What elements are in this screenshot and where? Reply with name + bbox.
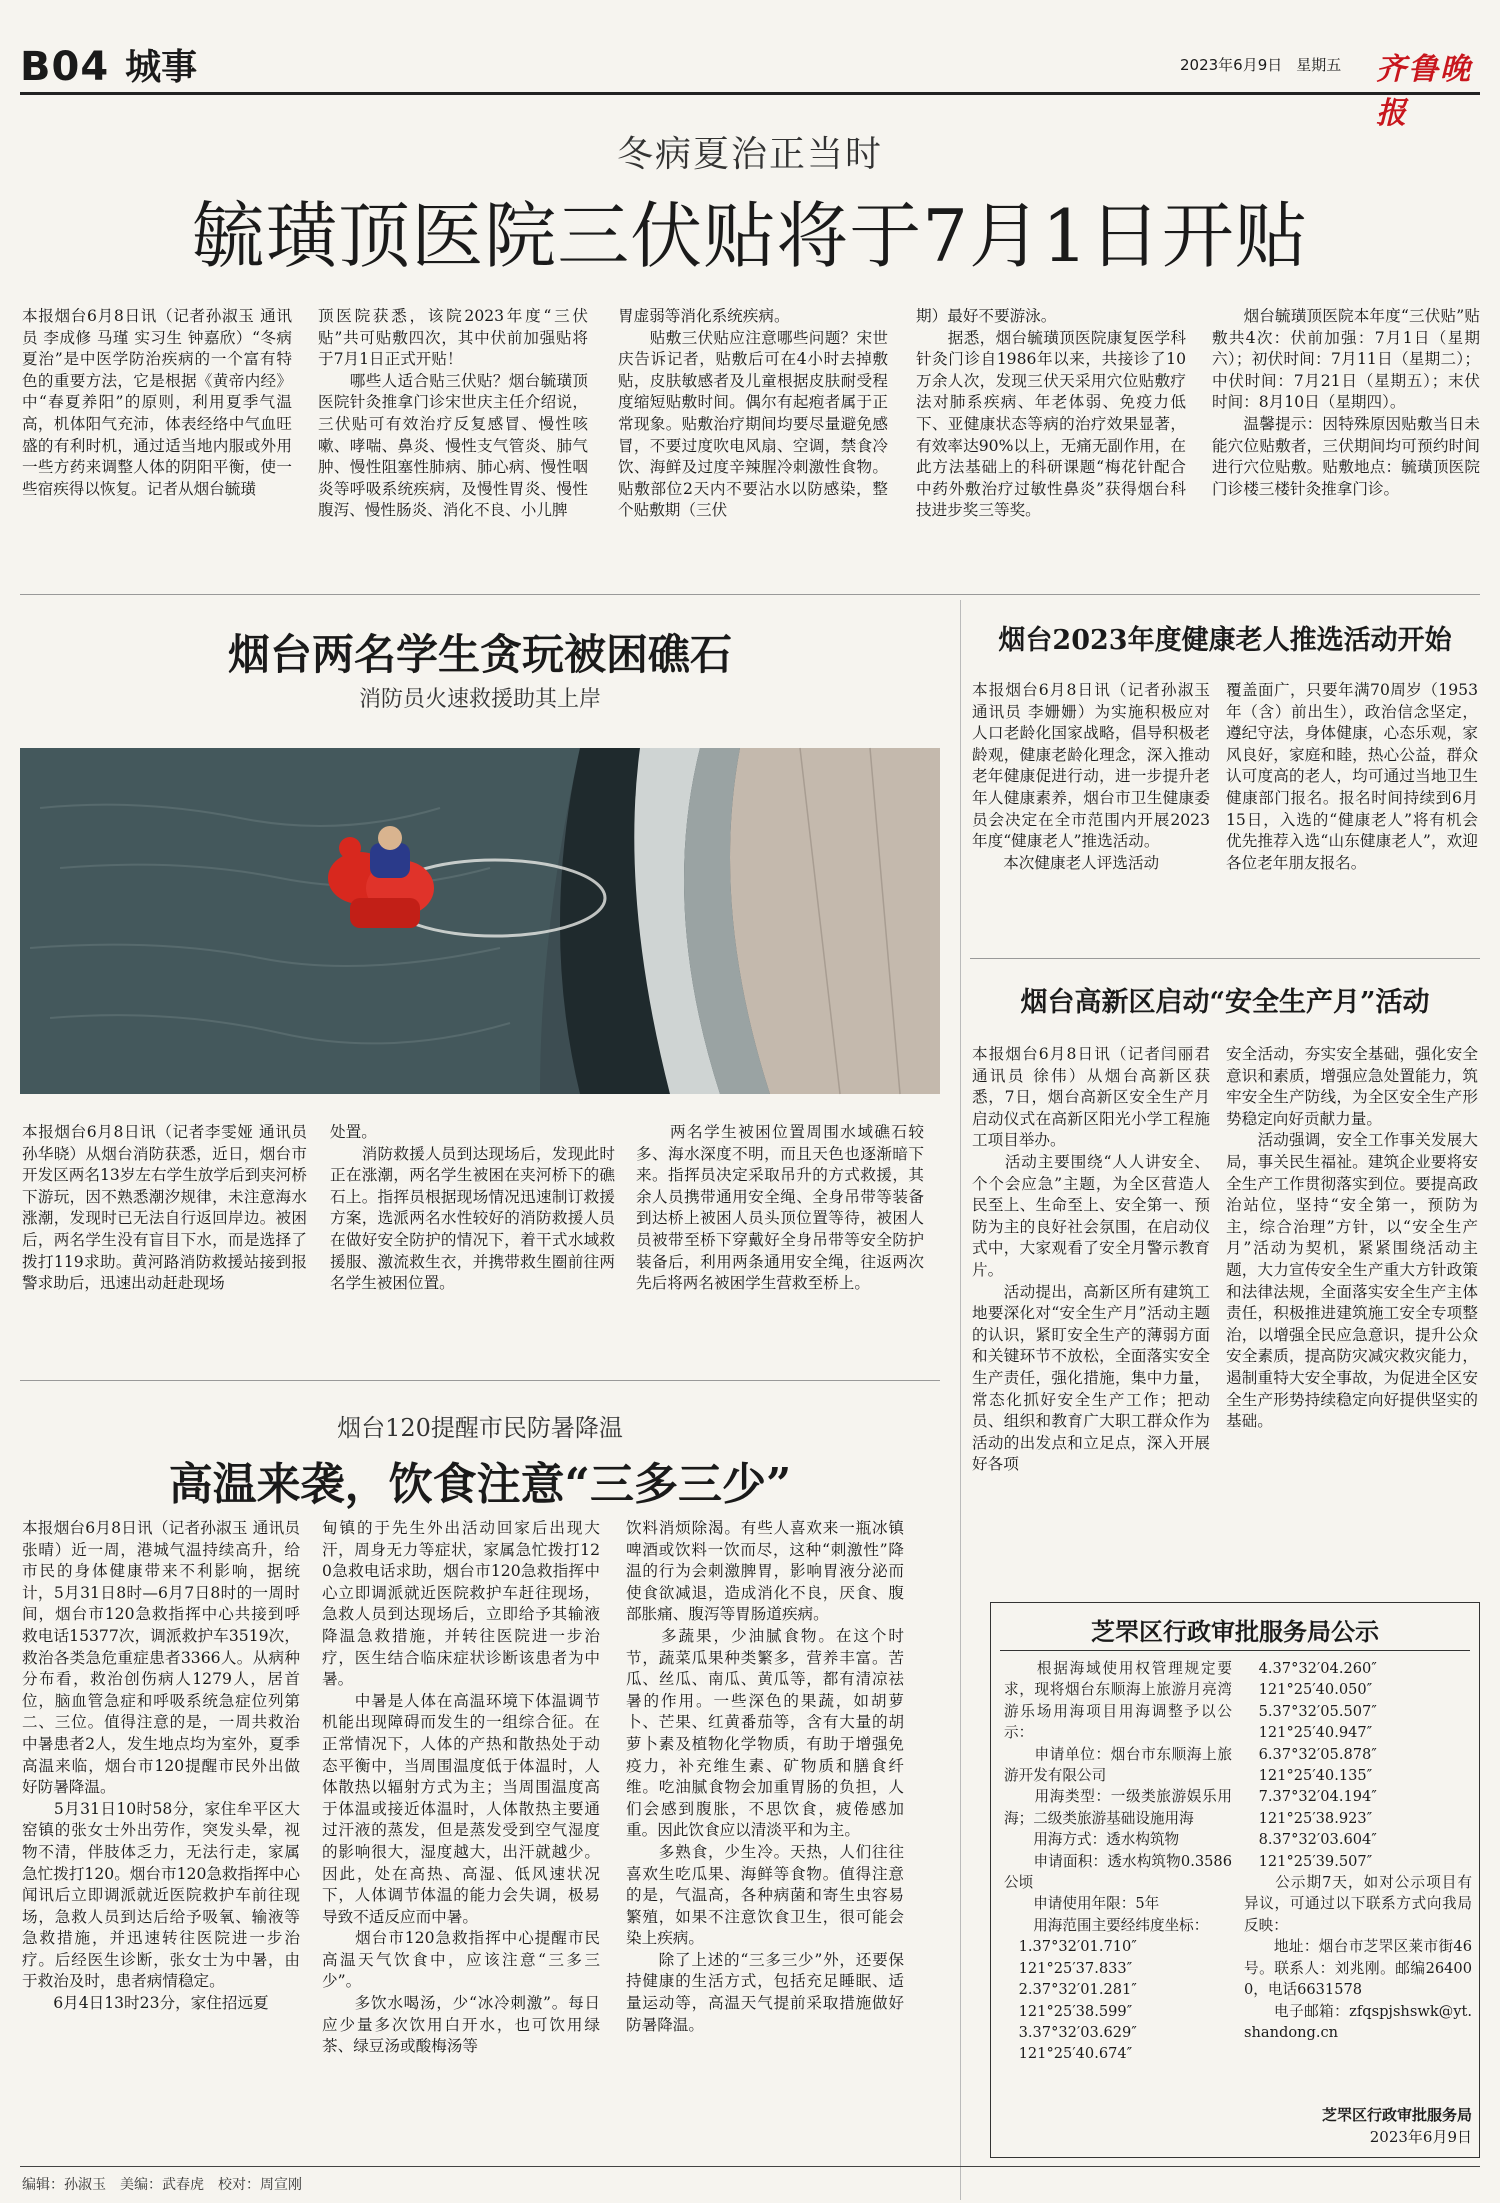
a3-divider (970, 958, 1480, 959)
page-number: B04 (20, 44, 110, 90)
notice-date: 2023年6月9日 (1369, 2128, 1472, 2146)
a5-col3: 饮料消烦除渴。有些人喜欢来一瓶冰镇啤酒或饮料一饮而尽，这种“刺激性”降温的行为会刺激脾胃，影响胃液分泌而使食欲减退，造成消化不良，厌食、腹部胀痛、腹泻等胃肠道疾病。 多蔬果，少油腻食物。在这个时节，蔬菜瓜果种类繁多，营养丰富。苦瓜、丝瓜、南瓜、黄瓜等，都有清凉祛暑的作用。一些深色的果蔬，如胡萝卜、芒果、红黄番茄等，含有大量的胡萝卜素及植物化学物质，有助于增强免疫力，补充维生素、矿物质和膳食纤维。吃油腻食物会加重胃肠的负担，人们会感到腹胀，不思饮食，疲倦感加重。因此饮食应以清淡平和为主。 多熟食，少生冷。天热，人们往往喜欢生吃瓜果、海鲜等食物。值得注意的是，气温高，各种病菌和寄生虫容易繁殖，如果不注意饮食卫生，很可能会染上疾病。 除了上述的“三多三少”外，还要保持健康的生活方式，包括充足睡眠、适量运动等，高温天气提前采取措施做好防暑降温。 (626, 1519, 904, 2034)
a4-col2: 安全活动，夯实安全基础，强化安全意识和素质，增强应急处置能力，筑牢安全生产防线，为全区安全生产形势稳定向好贡献力量。 活动强调，安全工作事关发展大局，事关民生福祉。建筑企业要将安全生产工作贯彻落实到位。要提高政治站位，坚持“安全第一，预防为主，综合治理”方针，以“安全生产月”活动为契机，紧紧围绕活动主题，大力宣传安全生产重大方针政策和法律法规，全面落实安全生产主体责任，积极推进建筑施工安全专项整治，以增强全民应急意识，提升公众安全素质，提高防灾减灾救灾能力，遏制重特大安全事故，为促进全区安全生产形势持续稳定向好提供坚实的基础。 (1226, 1045, 1478, 1431)
a1-kicker: 冬病夏治正当时 (616, 134, 883, 175)
a5-kicker: 烟台120提醒市民防暑降温 (337, 1414, 623, 1442)
a4-col1: 本报烟台6月8日讯（记者闫丽君 通讯员 徐伟）从烟台高新区获悉，7日，烟台高新区安全生产月启动仪式在高新区阳光小学工程施工项目举办。 活动主要围绕“人人讲安全、个个会应急”主题，为全区营造人民至上、生命至上、安全第一、预防为主的良好社会氛围，在启动仪式中，大家观看了安全月警示教育片。 活动提出，高新区所有建筑工地要深化对“安全生产月”活动主题的认识，紧盯安全生产的薄弱方面和关键环节不放松，全面落实安全生产责任，强化措施，集中力量，常态化抓好安全生产工作；把动员、组织和教育广大职工群众作为活动的出发点和立足点，深入开展好各项 (972, 1045, 1210, 1474)
a5-col2: 甸镇的于先生外出活动回家后出现大汗，周身无力等症状，家属急忙拨打120急救电话求助，烟台市120急救指挥中心立即调派就近医院救护车赶往现场，急救人员到达现场后，立即给予其输液降温急救措施，并转往医院进一步治疗，医生结合临床症状诊断该患者为中暑。 中暑是人体在高温环境下体温调节机能出现障碍而发生的一组综合征。在正常情况下，人体的产热和散热处于动态平衡中，当周围温度低于体温时，人体散热以辐射方式为主；当周围温度高于体温或接近体温时，人体散热主要通过汗液的蒸发，但是蒸发受到空气湿度的影响很大，湿度越大，出汗就越少。因此，处在高热、高湿、低风速状况下，人体调节体温的能力会失调，极易导致不适反应而中暑。 烟台市120急救指挥中心提醒市民高温天气饮食中，应该注意“三多三少”。 多饮水喝汤，少“冰冷刺激”。每日应少量多次饮用白开水，也可饮用绿茶、绿豆汤或酸梅汤等 (322, 1519, 600, 2056)
a1-col4: 期）最好不要游泳。 据悉，烟台毓璜顶医院康复医学科针灸门诊自1986年以来，共接诊了10万余人次，发现三伏天采用穴位贴敷疗法对肺系疾病、年老体弱、免疫力低下、亚健康状态等病的治疗效果显著，有效率达90%以上，无痛无副作用，在此方法基础上的科研课题“梅花针配合中药外敷治疗过敏性鼻炎”获得烟台科技进步奖三等奖。 (916, 307, 1186, 520)
a1-divider (20, 594, 1480, 595)
footer-credits: 编辑：孙淑玉 美编：武春虎 校对：周宣刚 (22, 2177, 302, 2193)
page-header-left (20, 40, 197, 90)
a3-headline: 烟台2023年度健康老人推选活动开始 (998, 625, 1452, 656)
masthead-logo: 齐鲁晚报 (1376, 52, 1472, 131)
a1-headline: 毓璜顶医院三伏贴将于7月1日开贴 (192, 194, 1308, 278)
a3-col2: 覆盖面广，只要年满70周岁（1953年（含）前出生），政治信念坚定，遵纪守法，身体健康，心态乐观，家风良好，家庭和睦，热心公益，群众认可度高的老人，均可通过当地卫生健康部门报名。报名时间持续到6月15日，入选的“健康老人”将有机会优先推荐入选“山东健康老人”，欢迎各位老年朋友报名。 (1226, 681, 1478, 872)
header-rule (20, 92, 1480, 95)
a1-col2: 顶医院获悉，该院2023年度“三伏贴”共可贴敷四次，其中伏前加强贴将于7月1日正式开贴！ 哪些人适合贴三伏贴？烟台毓璜顶医院针灸推拿门诊宋世庆主任介绍说，三伏贴可有效治疗反复感冒、慢性咳嗽、哮喘、鼻炎、慢性支气管炎、肺气肿、慢性阻塞性肺病、肺心病、慢性咽炎等呼吸系统疾病，及慢性胃炎、慢性腹泻、慢性肠炎、消化不良、小儿脾 (318, 307, 588, 520)
notice-signature: 芝罘区行政审批服务局 (1321, 2106, 1472, 2124)
column-divider (960, 600, 961, 2200)
section-name: 城事 (125, 47, 198, 88)
a2-col1: 本报烟台6月8日讯（记者李雯娅 通讯员 孙华晓）从烟台消防获悉，近日，烟台市开发区两名13岁左右学生放学后到夹河桥下游玩，因不熟悉潮汐规律，未注意海水涨潮，发现时已无法自行返回岸边。被困后，两名学生没有盲目下水，而是选择了拨打119求助。黄河路消防救援站接到报警求助后，迅速出动赶赴现场 (22, 1123, 312, 1293)
notice-title: 芝罘区行政审批服务局公示 (1091, 1618, 1379, 1646)
a5-col1: 本报烟台6月8日讯（记者孙淑玉 通讯员 张晴）近一周，港城气温持续高升，给市民的身体健康带来不利影响，据统计，5月31日8时—6月7日8时的一周时间，烟台市120急救指挥中心共接到呼救电话15377次，调派救护车3519次，救治各类急危重症患者3366人。从病种分布看，救治创伤病人1279人，居首位，脑血管急症和呼吸系统急症位列第二、三位。值得注意的是，一周共救治中暑患者2人，发生地点均为室外，夏季高温来临，烟台市120提醒市民外出做好防暑降温。 5月31日10时58分，家住牟平区大窑镇的张女士外出劳作，突发头晕，视物不清，伴肢体乏力，无法行走，家属急忙拨打120。烟台市120急救指挥中心闻讯后立即调派就近医院救护车前往现场，急救人员到达后给予吸氧、输液等急救措施，并迅速转往医院进一步治疗。后经医生诊断，张女士为中暑，由于救治及时，患者病情稳定。 6月4日13时23分，家住招远夏 (22, 1519, 300, 2013)
rescue-photo (20, 748, 940, 1094)
weekday-text: 星期五 (1296, 56, 1342, 74)
a2-col3: 两名学生被困位置周围水域礁石较多、海水深度不明，而且天色也逐渐暗下来。指挥员决定采取吊升的方式救援，其余人员携带通用安全绳、全身吊带等装备到达桥上被困人员头顶位置等待，被困人员被带至桥下穿戴好全身吊带等安全防护装备后，利用两条通用安全绳，往返两次先后将两名被困学生营救至桥上。 (636, 1123, 924, 1293)
notice-title-rule (1000, 1650, 1470, 1651)
footer-rule (20, 2166, 1480, 2167)
a5-headline: 高温来袭，饮食注意“三多三少” (168, 1459, 792, 1510)
a1-col5: 烟台毓璜顶医院本年度“三伏贴”贴敷共4次：伏前加强：7月1日（星期六）；初伏时间：7月11日（星期二）；中伏时间：7月21日（星期五）；末伏时间：8月10日（星期四）。 温馨提示：因特殊原因贴敷当日未能穴位贴敷者，三伏期间均可预约时间进行穴位贴敷。贴敷地点：毓璜顶医院门诊楼三楼针灸推拿门诊。 (1212, 307, 1480, 498)
a3-col1: 本报烟台6月8日讯（记者孙淑玉 通讯员 李姗姗）为实施积极应对人口老龄化国家战略，倡导积极老龄观，健康老龄化理念，深入推动老年健康促进行动，进一步提升老年人健康素养，烟台市卫生健康委员会决定在全市范围内开展2023年度“健康老人”推选活动。 本次健康老人评选活动 (972, 681, 1210, 872)
a4-headline: 烟台高新区启动“安全生产月”活动 (1020, 987, 1430, 1018)
rescue-photo-illustration (20, 748, 940, 1094)
issue-date (1180, 54, 1341, 75)
a1-col3: 胃虚弱等消化系统疾病。 贴敷三伏贴应注意哪些问题？宋世庆告诉记者，贴敷后可在4小时去掉敷贴，皮肤敏感者及儿童根据皮肤耐受程度缩短贴敷时间。偶尔有起疱者属于正常现象。贴敷治疗期间均要尽量避免感冒，不要过度吹电风扇、空调，禁食冷饮、海鲜及过度辛辣腥冷刺激性食物。贴敷部位2天内不要沾水以防感染，整个贴敷期（三伏 (618, 307, 888, 520)
date-text: 2023年6月9日 (1180, 56, 1283, 74)
a2-divider (20, 1380, 940, 1381)
a2-col2: 处置。 消防救援人员到达现场后，发现此时正在涨潮，两名学生被困在夹河桥下的礁石上。指挥员根据现场情况迅速制订救援方案，选派两名水性较好的消防救援人员在做好安全防护的情况下，着干式水域救援服、激流救生衣，并携带救生圈前往两名学生被困位置。 (330, 1123, 615, 1293)
a1-col1: 本报烟台6月8日讯（记者孙淑玉 通讯员 李成修 马瑾 实习生 钟嘉欣）“冬病夏治”是中医学防治疾病的一个富有特色的重要方法，它是根据《黄帝内经》中“春夏养阳”的原则，利用夏季气温高，机体阳气充沛，体表经络中气血旺盛的有利时机，通过适当地内服或外用一些方药来调整人体的阴阳平衡，使一些宿疾得以恢复。记者从烟台毓璜 (22, 307, 292, 498)
a2-subheadline: 消防员火速救援助其上岸 (358, 687, 601, 712)
notice-col1: 根据海域使用权管理规定要求，现将烟台东顺海上旅游月亮湾游乐场用海项目用海调整予以公示： 申请单位：烟台市东顺海上旅游开发有限公司 用海类型：一级类旅游娱乐用海；二级类旅游基础设施用海 用海方式：透水构筑物 申请面积：透水构筑物0.3586公顷 申请使用年限：5年 用海范围主要经纬度坐标： 1.37°32′01.710″ 121°25′37.833″ 2.37°32′01.281″ 121°25′38.599″ 3.37°32′03.629″ 121°25′40.674″ (1004, 1660, 1232, 2063)
a2-headline: 烟台两名学生贪玩被困礁石 (227, 630, 732, 679)
notice-col2: 4.37°32′04.260″ 121°25′40.050″ 5.37°32′05.507″ 121°25′40.947″ 6.37°32′05.878″ 121°25′40.135″ 7.37°32′04.194″ 121°25′38.923″ 8.37°32′03.604″ 121°25′39.507″ 公示期7天，如对公示项目有异议，可通过以下联系方式向我局反映： 地址：烟台市芝罘区莱市街46号。联系人：刘兆刚。邮编264000，电话6631578 电子邮箱：zfqspjshswk@yt.shandong.cn (1244, 1660, 1472, 2041)
